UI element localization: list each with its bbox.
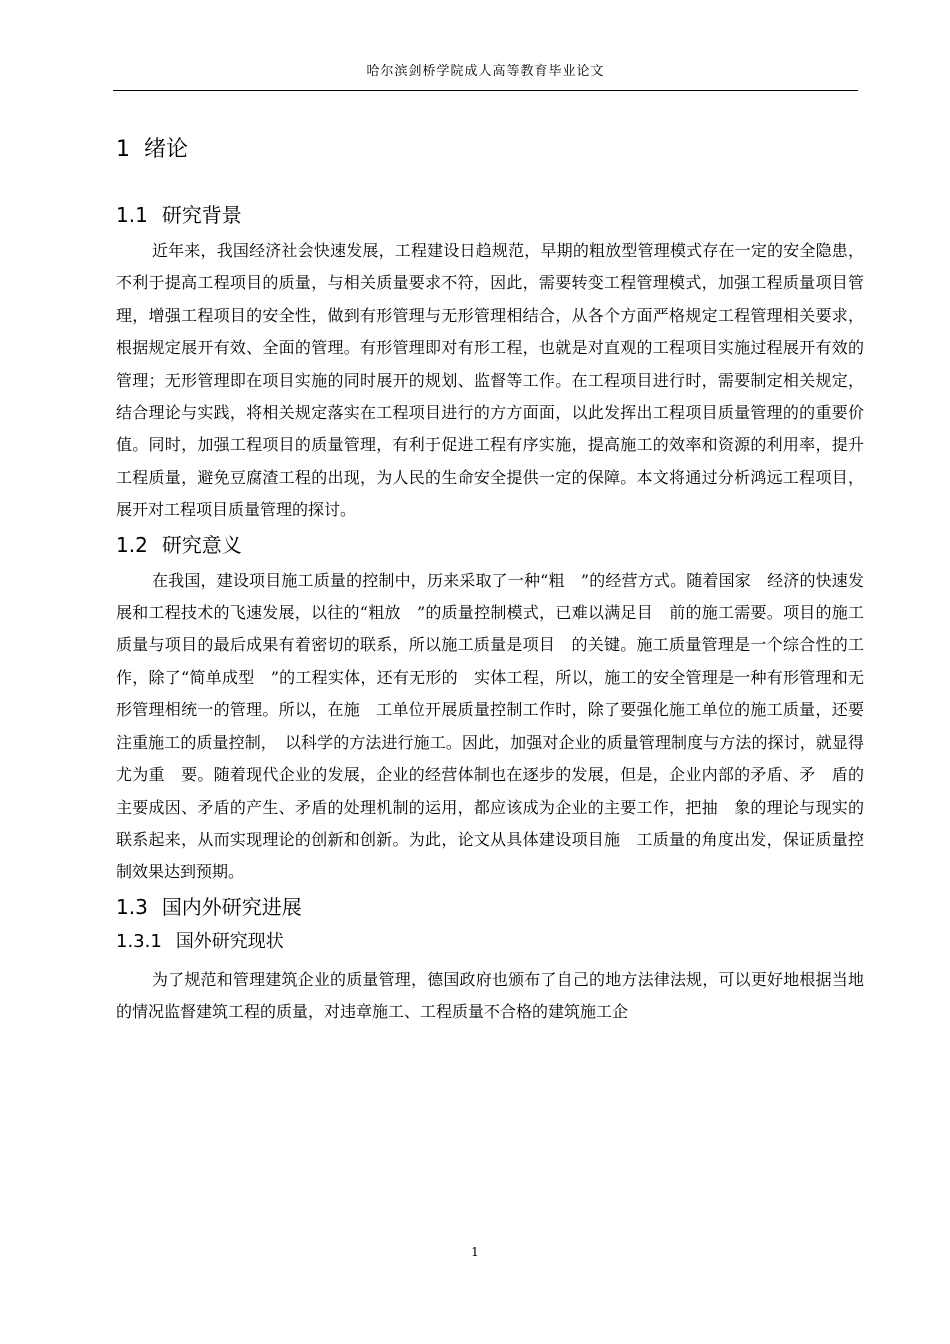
section-title: 研究背景 (161, 203, 242, 227)
section-number: 1.1 (116, 203, 148, 227)
chapter-number: 1 (116, 137, 130, 162)
chapter-heading (116, 134, 864, 166)
subsection-heading-1-3-1 (116, 927, 864, 957)
subsection-number: 1.3.1 (116, 930, 162, 952)
section-title: 研究意义 (161, 532, 242, 557)
section-number: 1.2 (116, 532, 148, 557)
section-heading-1-2 (116, 530, 864, 560)
paragraph-research-background: 近年来，我国经济社会快速发展，工程建设日趋规范，早期的粗放型管理模式存在一定的安全隐患，不利于提高工程项目的质量，与相关质量要求不符，因此，需要转变工程管理模式，加强工程质量项目管理，增强工程项目的安全性，做到有形管理与无形管理相结合，从各个方面严格规定工程管理相关要求，根据规定展开有效、全面的管理。有形管理即对有形工程，也就是对直观的工程项目实施过程展开有效的管理；无形管理即在项目实施的同时展开的规划、监督等工作。在工程项目进行时，需要制定相关规定，结合理论与实践，将相关规定落实在工程项目进行的方方面面，以此发挥出工程项目质量管理的的重要价值。同时，加强工程项目的质量管理，有利于促进工程有序实施，提高施工的效率和资源的利用率，提升工程质量，避免豆腐渣工程的出现，为人民的生命安全提供一定的保障。本文将通过分析鸿远工程项目，展开对工程项目质量管理的探讨。 (116, 241, 864, 520)
paragraph-research-significance: 在我国，建设项目施工质量的控制中，历来采取了一种“粗 ”的经营方式。随着国家 经济的快速发展和工程技术的飞速发展，以往的“粗放 ”的质量控制模式，已难以满足目 前的施工需要。项目的施工质量与项目的最后成果有着密切的联系，所以施工质量是项目 的关键。施工质量管理是一个综合性的工作，除了“简单成型 ”的工程实体，还有无形的 实体工程，所以，施工的安全管理是一种有形管理和无形管理相统一的管理。所以，在施 工单位开展质量控制工作时，除了要强化施工单位的施工质量，还要注重施工的质量控制， 以科学的方法进行施工。因此，加强对企业的质量管理制度与方法的探讨，就显得尤为重 要。随着现代企业的发展，企业的经营体制也在逐步的发展，但是，企业内部的矛盾、矛 盾的主要成因、矛盾的产生、矛盾的处理机制的运用，都应该成为企业的主要工作，把抽 象的理论与现实的联系起来，从而实现理论的创新和创新。为此，论文从具体建设项目施 工质量的角度出发，保证质量控制效果达到预期。 (116, 570, 864, 882)
header-rule (113, 90, 858, 91)
section-number: 1.3 (116, 894, 148, 919)
page-header: 哈尔滨剑桥学院成人高等教育毕业论文 (366, 64, 605, 79)
section-title: 国内外研究进展 (161, 894, 302, 919)
page-number: 1 (471, 1245, 479, 1259)
page-body (116, 134, 864, 1032)
section-heading-1-3 (116, 892, 864, 922)
chapter-title: 绪论 (144, 137, 189, 162)
section-heading-1-1 (116, 200, 864, 230)
subsection-title: 国外研究现状 (175, 930, 284, 952)
paragraph-foreign-research: 为了规范和管理建筑企业的质量管理，德国政府也颁布了自己的地方法律法规，可以更好地根据当地的情况监督建筑工程的质量，对违章施工、工程质量不合格的建筑施工企 (116, 969, 864, 1022)
